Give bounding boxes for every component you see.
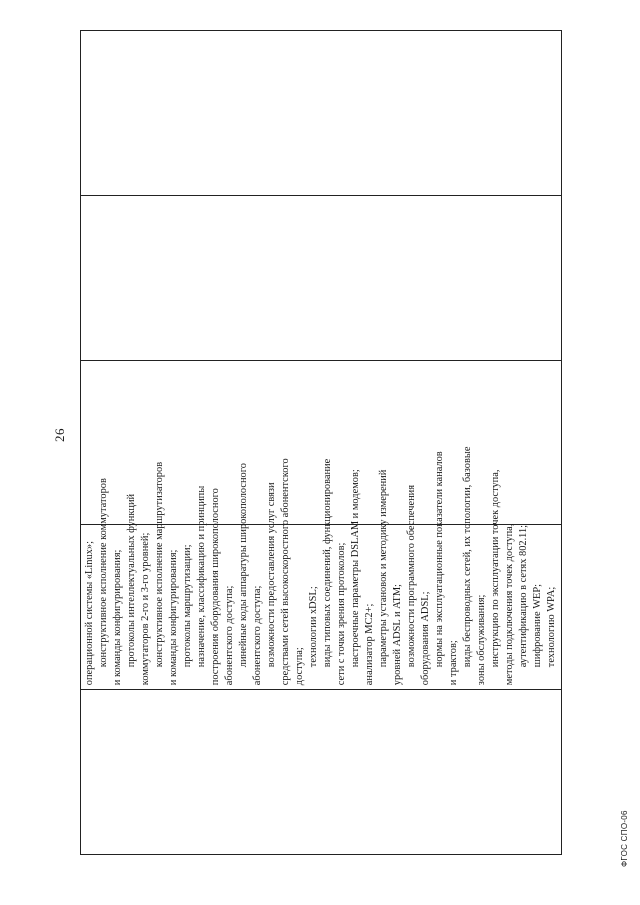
content-line: средствами сетей высокоскоростного абонентского xyxy=(280,458,291,686)
content-line: настроечные параметры DSLAM и модемов; xyxy=(350,469,361,668)
content-line: анализатор MC2+; xyxy=(364,603,375,686)
content-line: технологии xDSL; xyxy=(308,586,319,668)
table-cell-index xyxy=(81,690,562,855)
content-line: виды типовых соединений, функционирование xyxy=(322,458,333,668)
content-line: абонентского доступа; xyxy=(224,585,235,686)
content-line: и команды конфигурирования; xyxy=(168,549,179,686)
content-line: абонентского доступа; xyxy=(252,585,263,686)
content-line: уровней ADSL и ATM; xyxy=(392,584,403,686)
content-line: конструктивное исполнение коммутаторов xyxy=(98,478,109,668)
content-list xyxy=(81,446,561,689)
table-row xyxy=(81,31,562,855)
content-line: возможности программного обеспечения xyxy=(406,484,417,668)
content-line: протоколы маршрутизации; xyxy=(182,544,193,668)
content-line: коммутаторов 2-го и 3-го уровней; xyxy=(140,532,151,686)
footer-code: ФГОС СПО-06 xyxy=(620,810,629,867)
rotated-page-content xyxy=(52,30,640,867)
content-line: шифрование WEP; xyxy=(532,583,543,668)
content-line: операционной системы «Linux»; xyxy=(84,541,95,686)
table-cell-codes xyxy=(81,31,562,196)
content-line: сети с точки зрения протоколов; xyxy=(336,542,347,686)
content-line: конструктивное исполнение маршрутизаторов xyxy=(154,461,165,668)
content-line: зоны обслуживания; xyxy=(476,594,487,686)
content-line: доступа; xyxy=(294,647,305,686)
competency-table xyxy=(80,30,562,855)
content-line: протоколы интеллектуальных функций xyxy=(126,493,137,668)
content-line: линейные коды аппаратуры широкополосного xyxy=(238,463,249,668)
table-cell-content xyxy=(81,446,562,690)
content-line: назначение, классификацию и принципы xyxy=(196,485,207,668)
content-line: и команды конфигурирования; xyxy=(112,549,123,686)
content-line: оборудования ADSL; xyxy=(420,591,431,686)
page-number: 26 xyxy=(52,428,67,442)
content-line: возможности предоставления услуг связи xyxy=(266,482,277,668)
content-line: и трактов; xyxy=(448,640,459,686)
content-line: нормы на эксплуатационные показатели каналов xyxy=(434,451,445,668)
content-line: инструкцию по эксплуатации точек доступа, xyxy=(490,469,501,668)
content-line: аутентификацию в сетях 802.11; xyxy=(518,524,529,668)
content-line: параметры установок и методику измерений xyxy=(378,469,389,668)
content-line: методы подключения точек доступа, xyxy=(504,523,515,686)
content-line: построения оборудования широкополосного xyxy=(210,488,221,686)
table-cell-discipline xyxy=(81,195,562,360)
content-line: технологию WPA; xyxy=(546,586,557,668)
content-line: виды беспроводных сетей, их топологии, базовые xyxy=(462,446,473,668)
